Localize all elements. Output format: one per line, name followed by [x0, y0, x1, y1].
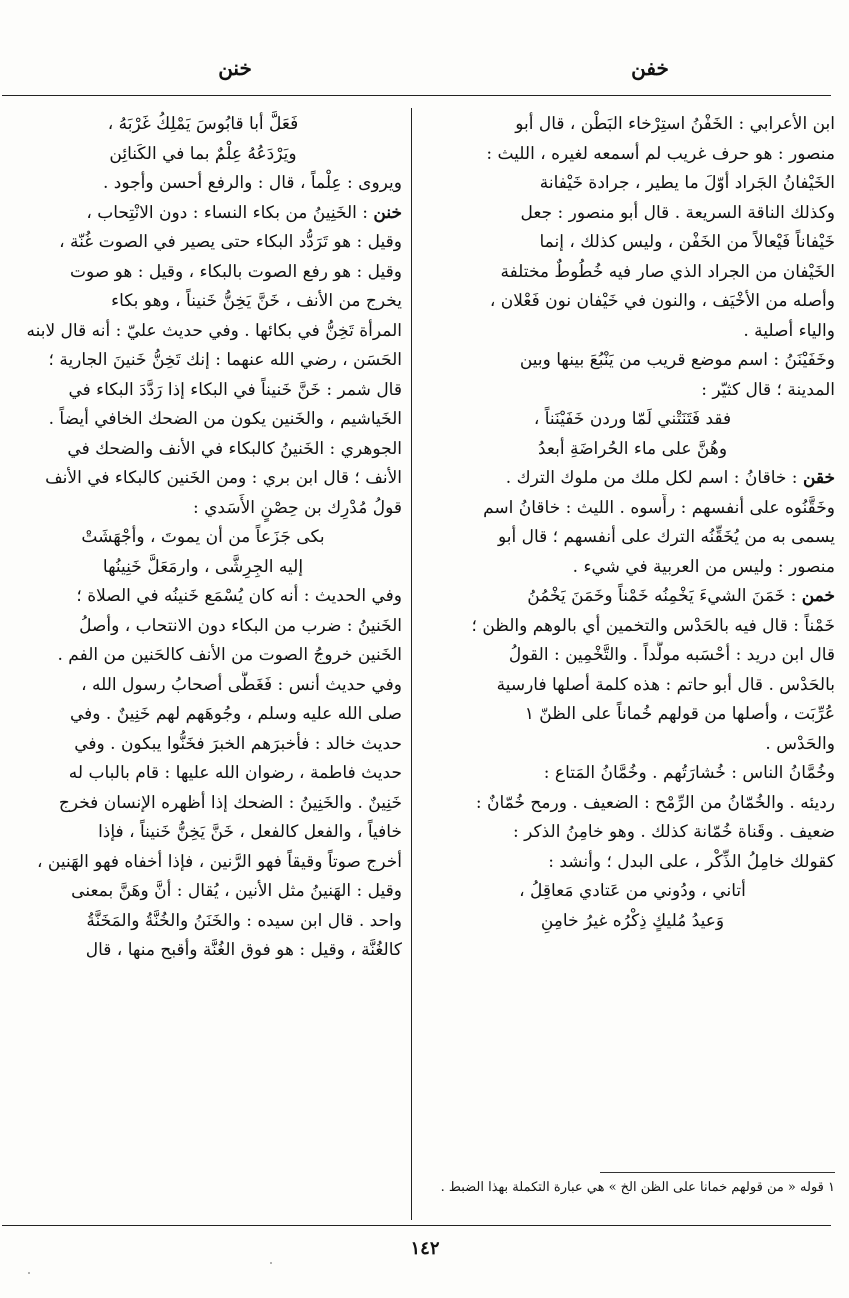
text-line: ويروى : عِلْماً ، قال : والرفع أحسن وأجود . — [102, 173, 402, 193]
text-line: ابن الأعرابي : الخَفْنُ استِرْخاء البَطْن ، قال أبو — [515, 114, 835, 134]
text-line: رديئه . والخُمّانُ من الرِّمْح : الضعيف . ورمح خُمّانٌ : — [475, 792, 835, 813]
text-line: الخَنين خروجُ الصوت من الأنف كالحَنين من الفم . — [57, 645, 402, 665]
running-head-right: خفن — [631, 56, 669, 80]
text-line: الخَنينُ : ضرب من البكاء دون الانتحاب ، وأصلُ — [79, 615, 402, 636]
text-line: وقيل : هو تَرَدُّد البكاء حتى يصير في الصوت غُنّة ، — [59, 232, 402, 252]
text-line: خقن : خاقانُ : اسم لكل ملك من ملوك الترك . — [505, 468, 835, 488]
print-speck — [28, 1272, 30, 1274]
column-divider — [411, 108, 412, 1220]
text-line: عُرِّبَت ، وأصلها من قولهم خُماناً على الظنّ ١ — [524, 704, 835, 724]
text-line: حديث خالد : فأخبرَهم الخبرَ فخَنُّوا يبكون . وفي — [74, 733, 402, 754]
running-head-left: خنن — [218, 56, 252, 80]
text-line: الأنف ؛ قال ابن بري : ومن الخَنين كالبكاء في الأنف — [45, 468, 402, 488]
footnote-rule — [600, 1172, 835, 1173]
text-line: وقيل : هو رفع الصوت بالبكاء ، وقيل : هو صوت — [70, 261, 402, 282]
footer-rule — [2, 1225, 831, 1226]
text-line: قال شمر : خَنَّ خَنيناً في البكاء إذا رَدَّدَ البكاء في — [68, 379, 402, 400]
verse-line: ويَرْدَعُهُ عِلْمٌ بما في الكَنائِن — [109, 143, 297, 164]
text-line: صلى الله عليه وسلم ، وجُوهَهم لهم خَنِينٌ . وفي — [70, 704, 402, 724]
text-line: كالغُنَّة ، وقيل : هو فوق الغُنَّة وأقبح منها ، قال — [85, 940, 402, 960]
text-line: خَمْناً : قال فيه بالحَدْس والتخمين أي بالوهم والظن ؛ — [471, 615, 835, 636]
text-line: الخَيْفان من الجراد الذي صار فيه خُطُوطٌ مختلفة — [500, 261, 835, 282]
text-line: يسمى به من يُخَقِّنُه الترك على أنفسهم ؛ قال أبو — [497, 527, 835, 547]
text-line: وخُمَّانُ الناس : خُشارَتُهم . وخُمَّانُ المَتاع : — [543, 763, 835, 783]
verse-line: إليه الجِرِشَّى ، وارمَعَلَّ خَنِينُها — [102, 556, 304, 577]
text-line: وكذلك الناقة السريعة . قال أبو منصور : جعل — [520, 202, 835, 223]
header-rule — [2, 95, 831, 96]
text-line: وأصله من الأخْيَف ، والنون في خَيْفان نون فَعْلان ، — [489, 291, 835, 311]
text-line: والحَدْس . — [765, 733, 835, 754]
text-line: والياء أصلية . — [743, 320, 835, 341]
text-line: خَنِينٌ . والخَنِينُ : الضحك إذا أظهره الإنسان فخرج — [58, 792, 402, 813]
right-column — [430, 110, 835, 936]
text-line: وخَفَيْنَنُ : اسم موضع قريب من يَنْبُعَ بينها وبين — [519, 350, 835, 370]
text-line: الجوهري : الخَنينُ كالبكاء في الأنف والضحك في — [67, 438, 402, 459]
text-line: الحَسَن ، رضي الله عنهما : إنك تَخِنُّ خَنينَ الجارية ؛ — [48, 350, 402, 370]
print-speck — [270, 1262, 272, 1264]
text-line: منصور : وليس من العربية في شيء . — [572, 556, 835, 577]
text-line: قال ابن دريد : أحْسَبه مولَّداً . والتَّخْمِين : القولُ — [508, 645, 835, 665]
entry-headword: خمن — [801, 586, 835, 606]
text-line: المرأة تَخِنُّ في بكائها . وفي حديث عليّ : أنه قال لابنه — [26, 320, 402, 341]
verse-line: بكى جَزَعاً من أن يموتَ ، وأجْهَشَتْ — [81, 527, 325, 547]
verse-line: فقد فَتَنَتْني لَمّا وردن خَفَيْنَناً ، — [533, 409, 732, 429]
text-line: واحد . قال ابن سيده : والخَنَنُ والخُنَّةُ والمَخَنَّةُ — [86, 910, 402, 931]
text-line: بالحَدْس . قال أبو حاتم : هذه كلمة أصلها فارسية — [496, 674, 835, 695]
text-line: حديث فاطمة ، رضوان الله عليها : قام بالباب له — [68, 763, 402, 783]
verse-line: فَعَلَّ أبا قابُوسَ يَمْلِكُ غَرْبَهُ ، — [107, 114, 299, 134]
text-line: وقيل : الهَنينُ مثل الأنين ، يُقال : أنَّ وهَنَّ بمعنى — [71, 881, 402, 901]
text-line: وفي الحديث : أنه كان يُسْمَع خَنينُه في الصلاة ؛ — [76, 586, 402, 606]
entry-headword: خنن — [373, 202, 402, 223]
text-line: الخَيْفانُ الجَراد أوّلَ ما يطير ، جرادة خَيْفانة — [539, 173, 835, 193]
text-line: أخرج صوتاً وقيقاً فهو الرَّنين ، فإذا أخفاه فهو الهَنين ، — [36, 851, 402, 872]
page-number: ١٤٢ — [410, 1238, 440, 1259]
verse-line: وَعيدُ مُليكٍ ذِكْرُه غيرُ خامِنِ — [540, 910, 725, 931]
text-line: كقولك خامِلُ الذِّكْر ، على البدل ؛ وأنشد : — [548, 851, 835, 872]
footnote: ١ قوله « من قولهم خمانا على الظن الخ » هي عبارة التكملة بهذا الضبط . — [440, 1180, 835, 1195]
entry-headword: خقن — [802, 468, 835, 488]
text-line: خَيْفاناً فَيْعالاً من الخَفْن ، وليس كذلك ، إنما — [539, 232, 835, 252]
left-column — [4, 110, 402, 966]
text-line: وخَقَّنُوه على أنفسهم : رأَّسوه . الليث : خاقانُ اسم — [483, 497, 835, 518]
text-line: يخرج من الأنف ، خَنَّ يَخِنُّ خَنيناً ، وهو بكاء — [111, 291, 402, 311]
text-line: ضعيف . وقَناة خُمّانة كذلك . وهو خامِنُ الذكر : — [513, 822, 835, 842]
text-line: منصور : هو حرف غريب لم أسمعه لغيره ، الليث : — [486, 143, 835, 164]
text-line: خنن : الخَنِينُ من بكاء النساء : دون الانْتِحاب ، — [86, 202, 402, 223]
verse-line: أتاني ، ودُوني من عَتادي مَعاقِلُ ، — [519, 881, 746, 901]
text-line: وفي حديث أنس : فَغَطَّى أصحابُ رسول الله ، — [81, 674, 402, 695]
text-line: خمن : خَمَنَ الشيءَ يَخْمِنُه خَمْناً وخَمَنَ يَخْمُنُ — [527, 586, 835, 606]
text-line: خافياً ، والفعل كالفعل ، خَنَّ يَخِنُّ خَنيناً ، فإذا — [98, 822, 402, 842]
text-line: الخَياشيم ، والخَنين يكون من الضحك الخافي أيضاً . — [48, 409, 402, 429]
text-line: قولُ مُدْرِك بن حِصْنٍ الأَسَدي : — [192, 497, 402, 518]
text-line: المدينة ؛ قال كثيّر : — [701, 379, 835, 400]
verse-line: وهُنَّ على ماء الحُراضَةِ أبعدُ — [537, 438, 728, 459]
